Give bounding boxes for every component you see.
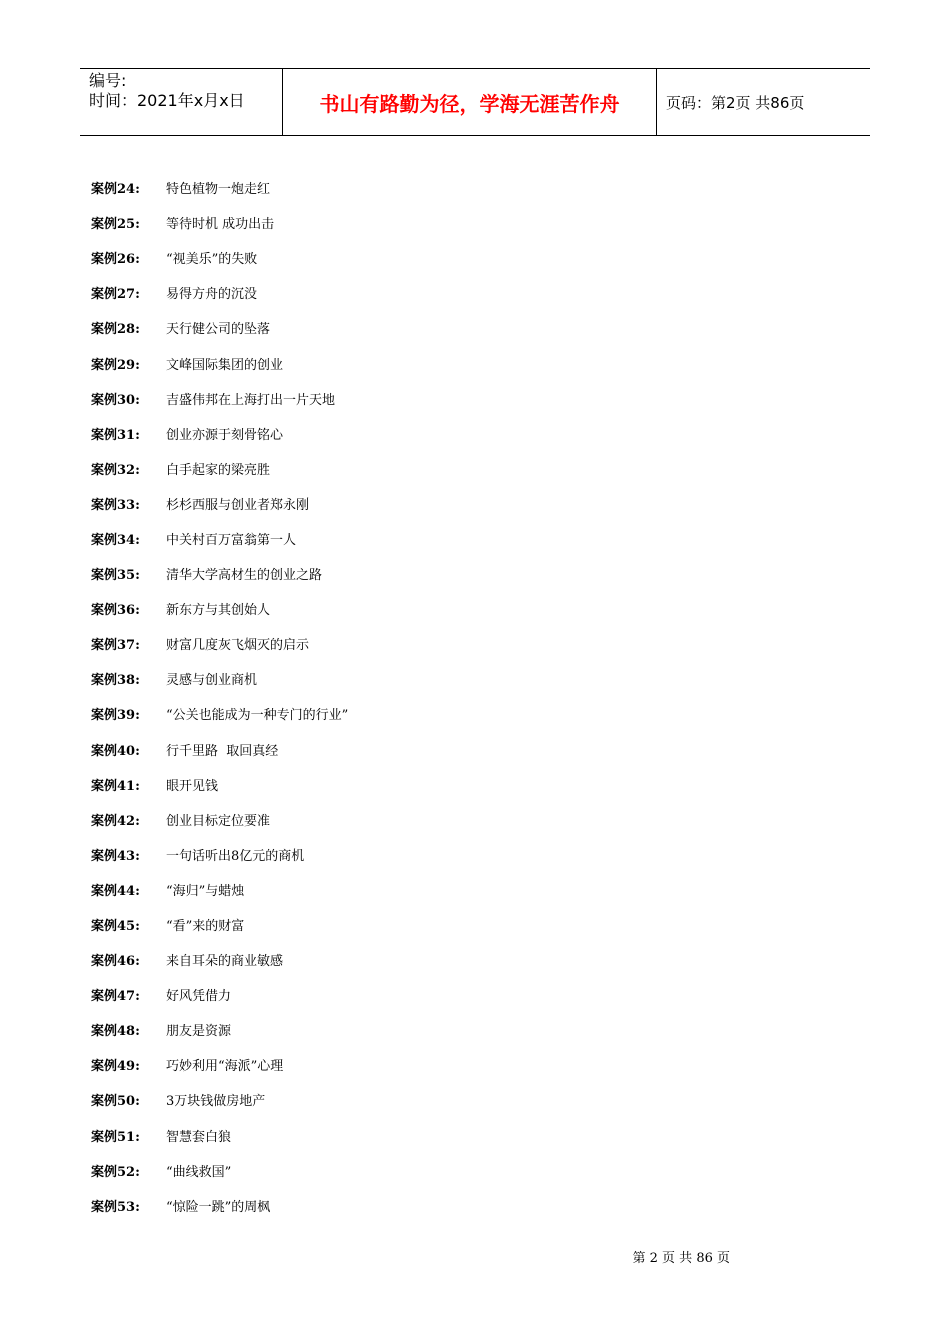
list-item (91, 696, 348, 731)
case-title: 天行健公司的坠落 (166, 322, 271, 338)
case-number: 案例32: (91, 462, 140, 478)
list-item (91, 451, 348, 486)
case-title: 灵感与创业商机 (166, 673, 258, 689)
header-motto: 书山有路勤为径，学海无涯苦作舟 (282, 69, 657, 135)
case-number: 案例43: (91, 848, 140, 864)
list-item (91, 381, 348, 416)
case-title: 3万块钱做房地产 (166, 1094, 266, 1110)
case-title: “曲线救国” (166, 1164, 232, 1180)
case-number: 案例50: (91, 1094, 140, 1110)
case-title: 来自耳朵的商业敏感 (166, 954, 284, 970)
case-number: 案例38: (91, 673, 140, 689)
header-meta (80, 69, 282, 135)
page-header (80, 68, 870, 136)
header-page-info: 页码：第2页 共86页 (666, 93, 805, 112)
case-number: 案例39: (91, 708, 140, 724)
case-number: 案例25: (91, 217, 140, 233)
case-number: 案例33: (91, 497, 140, 513)
case-title: “惊险一跳”的周枫 (166, 1199, 271, 1215)
list-item (91, 591, 348, 626)
case-number: 案例44: (91, 883, 140, 899)
case-number: 案例34: (91, 532, 140, 548)
case-number: 案例45: (91, 919, 140, 935)
list-item (91, 205, 348, 240)
list-item (91, 767, 348, 802)
list-item (91, 1153, 348, 1188)
case-title: 创业目标定位要准 (166, 813, 271, 829)
case-number: 案例30: (91, 392, 140, 408)
list-item (91, 170, 348, 205)
case-title: 清华大学高材生的创业之路 (166, 568, 323, 584)
case-title: 文峰国际集团的创业 (166, 357, 284, 373)
case-number: 案例40: (91, 743, 140, 759)
list-item (91, 345, 348, 380)
case-title: 特色植物一炮走红 (166, 182, 271, 198)
case-number: 案例46: (91, 954, 140, 970)
list-item (91, 1012, 348, 1047)
case-title: 吉盛伟邦在上海打出一片天地 (166, 392, 336, 408)
case-number: 案例35: (91, 568, 140, 584)
case-number: 案例29: (91, 357, 140, 373)
list-item (91, 907, 348, 942)
list-item (91, 486, 348, 521)
case-number: 案例49: (91, 1059, 140, 1075)
case-number: 案例37: (91, 638, 140, 654)
list-item (91, 556, 348, 591)
list-item (91, 1188, 348, 1223)
case-number: 案例27: (91, 287, 140, 303)
case-title: 朋友是资源 (166, 1024, 232, 1040)
case-title: 创业亦源于刻骨铭心 (166, 427, 284, 443)
case-number: 案例51: (91, 1129, 140, 1145)
case-title: “公关也能成为一种专门的行业” (166, 708, 349, 724)
case-title: 财富几度灰飞烟灭的启示 (166, 638, 310, 654)
list-item (91, 240, 348, 275)
list-item (91, 1118, 348, 1153)
case-title: “看”来的财富 (166, 919, 245, 935)
case-title: “视美乐”的失败 (166, 252, 258, 268)
case-number: 案例41: (91, 778, 140, 794)
list-item (91, 626, 348, 661)
case-title: “海归”与蜡烛 (166, 883, 245, 899)
document-number-label: 编号: (89, 71, 127, 90)
case-number: 案例47: (91, 989, 140, 1005)
case-title: 白手起家的梁亮胜 (166, 462, 271, 478)
case-title: 好风凭借力 (166, 989, 232, 1005)
list-item (91, 661, 348, 696)
case-number: 案例36: (91, 603, 140, 619)
case-title: 中关村百万富翁第一人 (166, 532, 297, 548)
list-item (91, 521, 348, 556)
case-title: 等待时机 成功出击 (166, 217, 275, 233)
case-title: 杉杉西服与创业者郑永刚 (166, 497, 310, 513)
list-item (91, 732, 348, 767)
list-item (91, 1047, 348, 1082)
case-title: 智慧套白狼 (166, 1129, 232, 1145)
case-number: 案例31: (91, 427, 140, 443)
list-item (91, 802, 348, 837)
list-item (91, 1082, 348, 1117)
case-title: 眼开见钱 (166, 778, 219, 794)
case-title: 行千里路 取回真经 (166, 743, 279, 759)
case-list (91, 170, 348, 1223)
case-number: 案例48: (91, 1024, 140, 1040)
list-item (91, 977, 348, 1012)
list-item (91, 872, 348, 907)
case-number: 案例42: (91, 813, 140, 829)
list-item (91, 275, 348, 310)
case-title: 巧妙利用“海派”心理 (166, 1059, 284, 1075)
case-title: 易得方舟的沉没 (166, 287, 258, 303)
case-title: 一句话听出8亿元的商机 (166, 848, 305, 864)
case-number: 案例28: (91, 322, 140, 338)
document-date: 时间：2021年x月x日 (89, 91, 245, 110)
case-number: 案例53: (91, 1199, 140, 1215)
list-item (91, 416, 348, 451)
list-item (91, 310, 348, 345)
list-item (91, 837, 348, 872)
list-item (91, 942, 348, 977)
case-number: 案例52: (91, 1164, 140, 1180)
page-footer: 第 2 页 共 86 页 (632, 1251, 730, 1266)
case-number: 案例24: (91, 182, 140, 198)
case-number: 案例26: (91, 252, 140, 268)
case-title: 新东方与其创始人 (166, 603, 271, 619)
